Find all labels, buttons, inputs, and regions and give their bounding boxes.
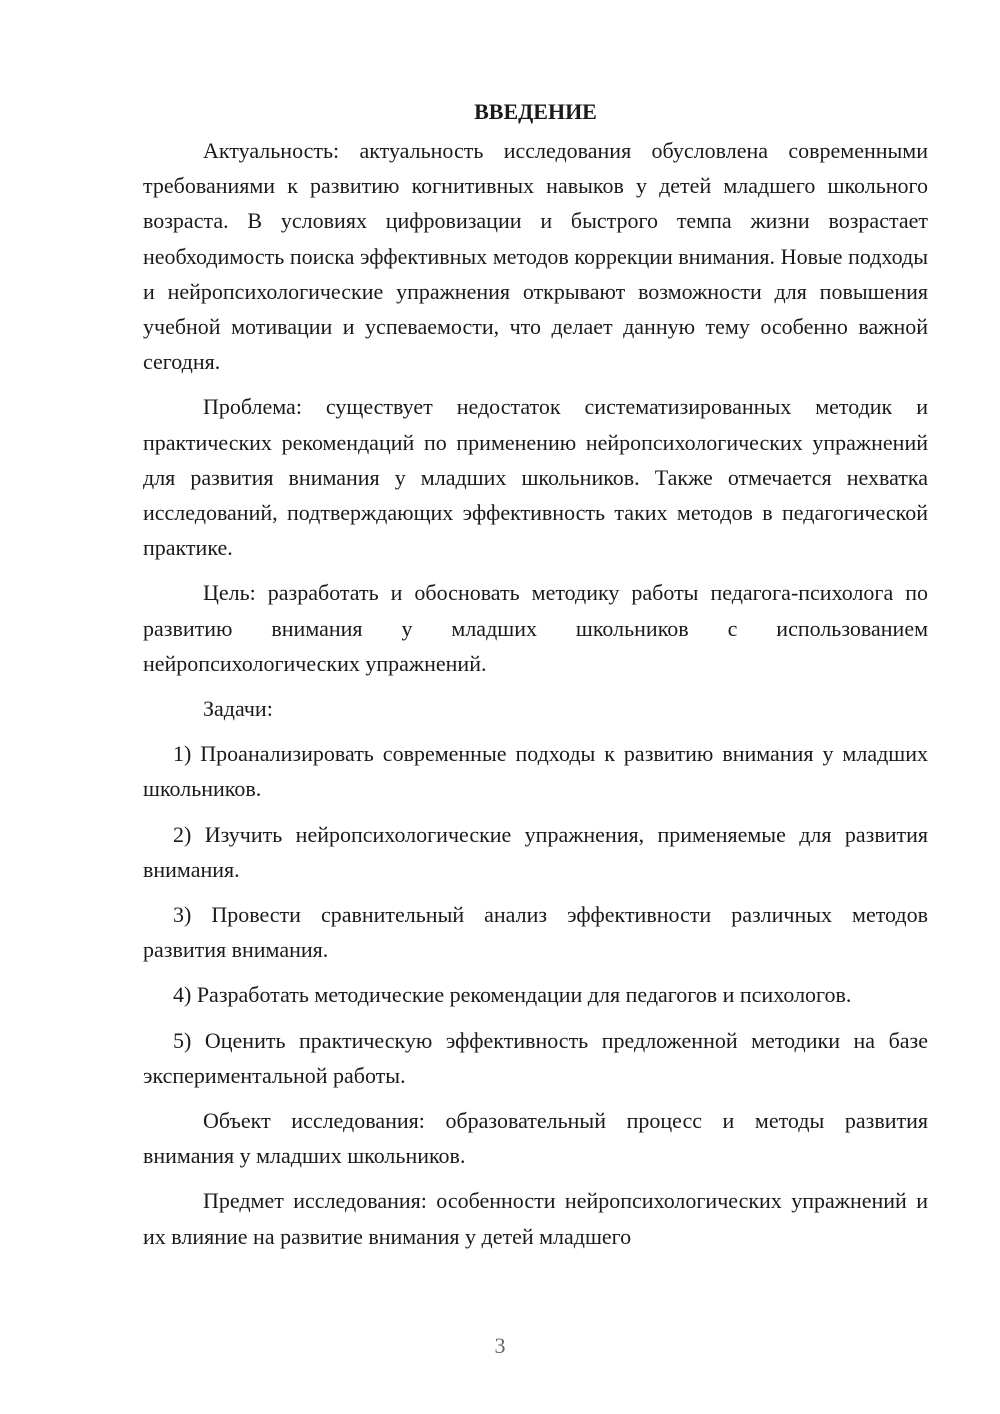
document-page xyxy=(143,94,928,1264)
task-item-3: 3) Провести сравнительный анализ эффективности различных методов развития внимания. xyxy=(143,902,928,963)
page-number: 3 xyxy=(494,1333,506,1358)
paragraph-subject: Предмет исследования: особенности нейропсихологических упражнений и их влияние на развитие внимания у детей младшего xyxy=(143,1188,928,1249)
paragraph-object: Объект исследования: образовательный процесс и методы развития внимания у младших школьников. xyxy=(143,1108,928,1169)
paragraph-tasks-label: Задачи: xyxy=(203,696,273,722)
task-item-1: 1) Проанализировать современные подходы к развитию внимания у младших школьников. xyxy=(143,741,928,802)
section-heading: ВВЕДЕНИЕ xyxy=(474,99,597,124)
task-item-2: 2) Изучить нейропсихологические упражнения, применяемые для развития внимания. xyxy=(143,821,928,882)
paragraph-goal: Цель: разработать и обосновать методику работы педагога-психолога по развитию внимания у младших школьников с использованием нейропсихологических упражнений. xyxy=(143,580,928,676)
task-item-5: 5) Оценить практическую эффективность предложенной методики на базе экспериментальной работы. xyxy=(143,1027,928,1088)
paragraph-relevance: Актуальность: актуальность исследования обусловлена современными требованиями к развитию когнитивных навыков у детей младшего школьного возраста. В условиях цифровизации и быстрого темпа жизни возрастает необходимость поиска эффективных методов коррекции внимания. Новые подходы и нейропсихологические упражнения открывают возможности для повышения учебной мотивации и успеваемости, что делает данную тему особенно важной сегодня. xyxy=(143,138,928,375)
task-item-4: 4) Разработать методические рекомендации для педагогов и психологов. xyxy=(173,982,852,1008)
paragraph-problem: Проблема: существует недостаток систематизированных методик и практических рекомендаций по применению нейропсихологических упражнений для развития внимания у младших школьников. Также отмечается нехватка исследований, подтверждающих эффективность таких методов в педагогической практике. xyxy=(143,394,928,561)
